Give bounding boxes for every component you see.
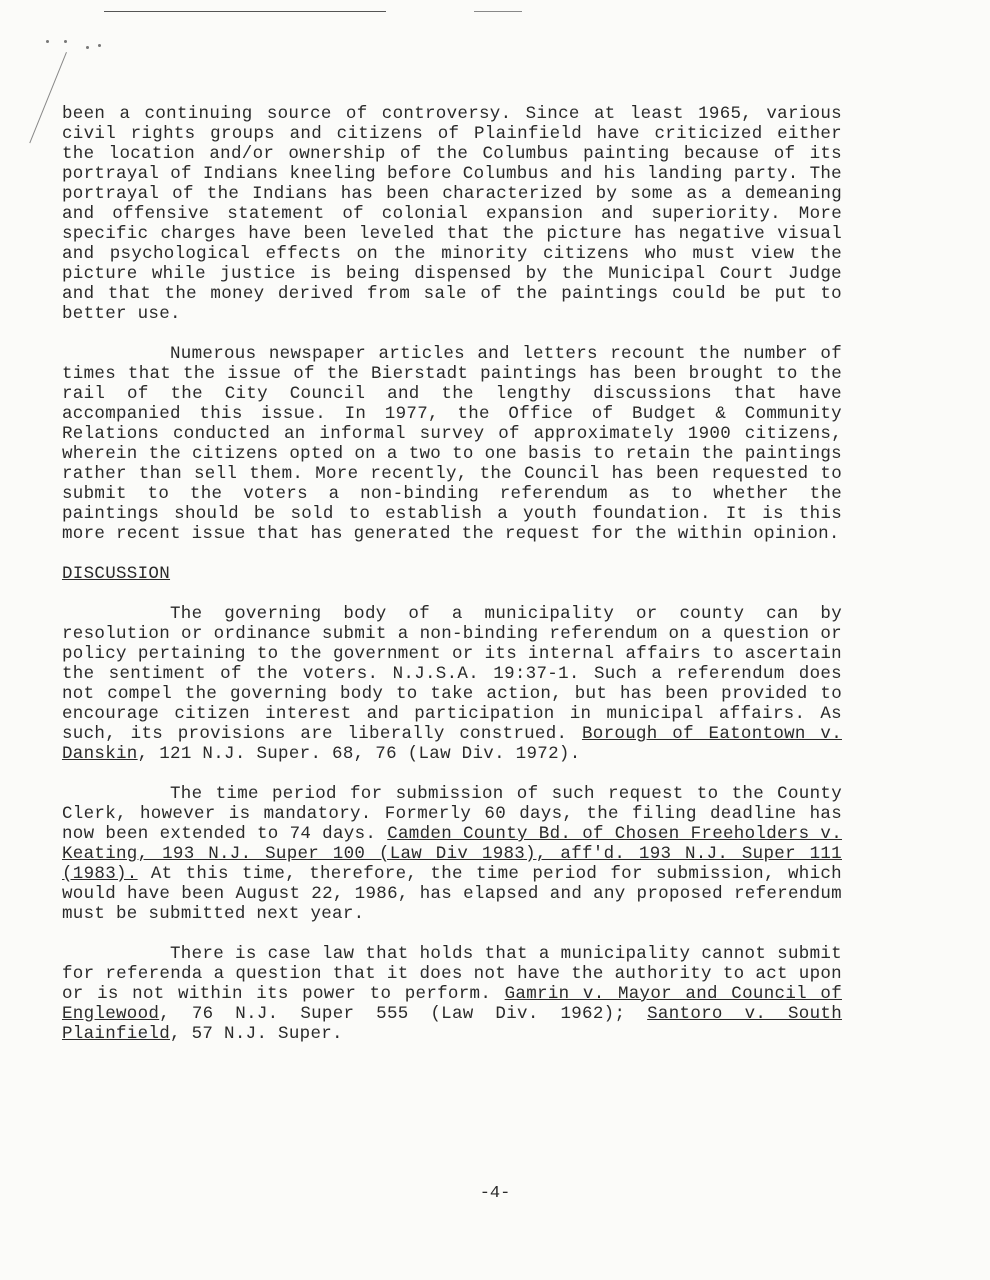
page-number: -4- xyxy=(479,1184,511,1203)
document-body xyxy=(62,104,842,1044)
citation-detail: , 121 N.J. Super. 68, 76 (Law Div. 1972). xyxy=(137,744,581,764)
paragraph-text: The time period for submission of such request to the County Clerk, however is mandatory. Formerly 60 days, the filing deadline has now been extended to 74 days. xyxy=(62,784,842,844)
scan-speck xyxy=(86,46,89,49)
paragraph-text: The governing body of a municipality or county can by resolution or ordinance submit a non-binding referendum on a question or policy pertaining to the government or its internal affairs to ascertain the sentiment of the voters. N.J.S.A. 19:37-1. Such a referendum does not compel the governing body to take action, but has been provided to encourage citizen interest and participation in municipal affairs. As such, its provisions are liberally construed. xyxy=(62,604,842,744)
paragraph-text: At this time, therefore, the time period for submission, which would have been August 22, 1986, has elapsed and any proposed referendum must be submitted next year. xyxy=(62,864,842,924)
section-heading-discussion: DISCUSSION xyxy=(62,564,171,584)
top-rule-left xyxy=(104,11,386,12)
case-citation: Camden County Bd. of Chosen Freeholders v. Keating, 193 N.J. Super 100 (Law Div 1983), aff'd. 193 N.J. Super 111 (1983). xyxy=(62,824,843,884)
paragraph-time-period xyxy=(62,784,842,924)
citation-detail: , 57 N.J. Super. xyxy=(170,1024,343,1044)
paragraph-controversy: been a continuing source of controversy. Since at least 1965, various civil rights groups and citizens of Plainfield have criticized either the location and/or ownership of the Columbus painting because of its portrayal of Indians kneeling before Columbus and his landing party. The portrayal of the Indians has been characterized by some as a demeaning and offensive statement of colonial expansion and superiority. More specific charges have been leveled that the picture has negative visual and psychological effects on the minority citizens who must view the picture while justice is being dispensed by the Municipal Court Judge and that the money derived from sale of the paintings could be put to better use. xyxy=(62,104,842,324)
scan-speck xyxy=(46,40,49,43)
case-citation: Gamrin v. Mayor and Council of Englewood xyxy=(62,984,842,1024)
paragraph-text: There is case law that holds that a municipality cannot submit for referenda a question that it does not have the authority to act upon or is not within its power to perform. xyxy=(62,944,842,1004)
paragraph-case-law xyxy=(62,944,842,1044)
citation-detail: , 76 N.J. Super 555 (Law Div. 1962); xyxy=(159,1004,626,1024)
paragraph-referendum xyxy=(62,604,842,764)
case-citation: Borough of Eatontown v. Danskin xyxy=(62,724,842,764)
scan-speck xyxy=(98,44,101,47)
paragraph-history: Numerous newspaper articles and letters recount the number of times that the issue of the Bierstadt paintings has been brought to the rail of the City Council and the lengthy discussions that have accompanied this issue. In 1977, the Office of Budget & Community Relations conducted an informal survey of approximately 1900 citizens, wherein the citizens opted on a two to one basis to retain the paintings rather than sell them. More recently, the Council has been requested to submit to the voters a non-binding referendum as to whether the paintings should be sold to establish a youth foundation. It is this more recent issue that has generated the request for the within opinion. xyxy=(62,344,842,544)
top-rule-right xyxy=(474,11,522,12)
scan-speck xyxy=(64,40,67,43)
case-citation: Santoro v. South Plainfield xyxy=(62,1004,843,1044)
